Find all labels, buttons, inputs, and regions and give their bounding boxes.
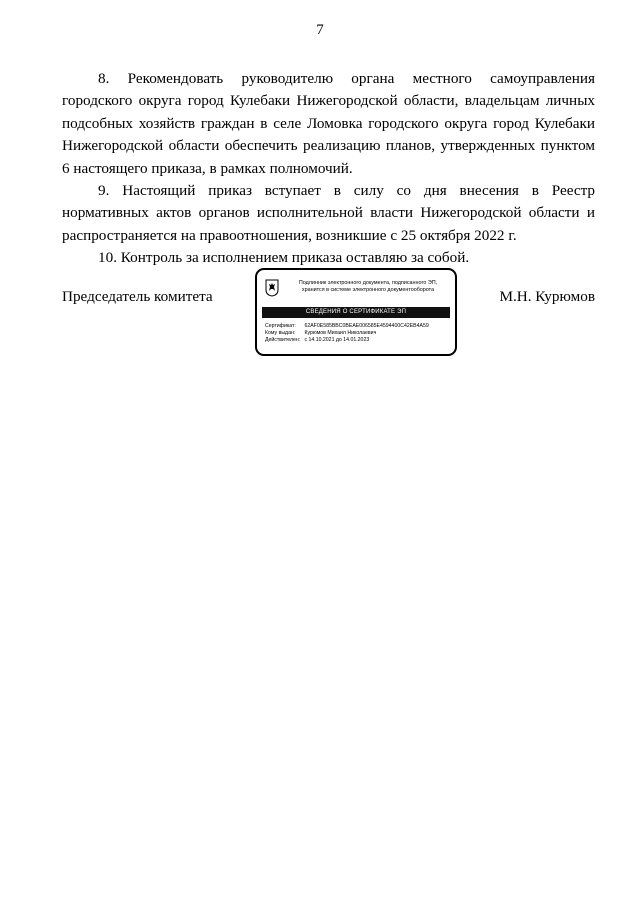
electronic-signature-stamp [255,268,457,356]
document-body [62,68,595,270]
signatory-position: Председатель комитета [62,288,213,305]
certificate-value: 62AF0E585BBC0BEAE006585E4594400C42EB4A59 [304,323,429,329]
signatory-name: М.Н. Курюмов [499,288,595,305]
owner-value: Курюмов Михаил Николаевич [304,330,377,337]
paragraph-10: 10. Контроль за исполнением приказа оставляю за собой. [98,249,470,267]
stamp-header-line-1: Подлинник электронного документа, подписанного ЭП, [298,280,438,286]
owner-label: Кому выдан: [265,330,296,337]
stamp-certificate-bar: СВЕДЕНИЯ О СЕРТИФИКАТЕ ЭП [262,307,450,318]
validity-value: с 14.10.2021 до 14.01.2023 [304,337,370,344]
stamp-header-line-2: хранится в системе электронного документооборота [301,287,435,293]
certificate-label: Сертификат: [265,323,296,329]
paragraph-8: 8. Рекомендовать руководителю органа местного самоуправления городского округа город Кулебаки Нижегородской области, владельцам личных подсобных хозяйств граждан в селе Ломовка городского округа город Кулебаки Нижегородской области обеспечить реализацию планов, утвержденных пунктом 6 настоящего приказа, в рамках полномочий. [62,70,595,177]
validity-row [265,337,453,344]
validity-label: Действителен: [265,337,301,344]
certificate-row [265,323,453,330]
paragraph-9: 9. Настоящий приказ вступает в силу со дня внесения в Реестр нормативных актов органов исполнительной власти Нижегородской области и распространяется на правоотношения, возникшие с 25 октября 2022 г. [62,182,595,244]
page-number: 7 [316,22,324,38]
coat-of-arms-icon [265,279,279,297]
stamp-certificate-details [265,323,453,345]
stamp-header [285,280,451,294]
